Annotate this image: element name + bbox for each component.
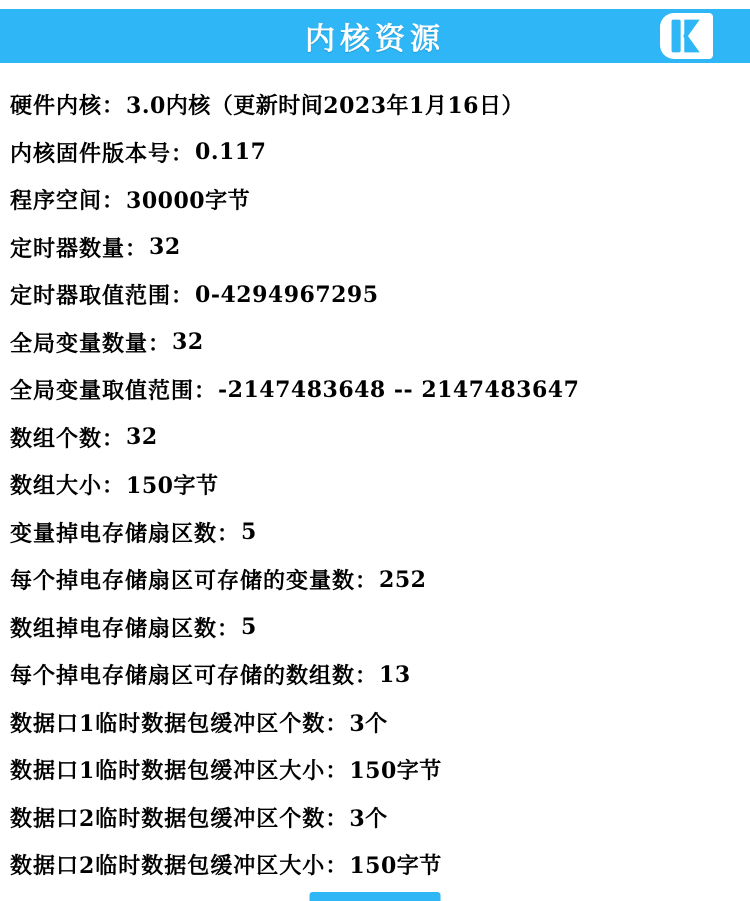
row-value: 150字节 xyxy=(349,758,442,785)
row-value: 150字节 xyxy=(126,473,219,500)
kernel-resource-list xyxy=(10,81,744,889)
row-label: 内核固件版本号 xyxy=(10,140,172,167)
row-colon: ： xyxy=(194,378,217,405)
row-array-count xyxy=(10,414,744,462)
row-colon: ： xyxy=(325,805,348,832)
row-colon: ： xyxy=(325,710,348,737)
page-title: 内核资源 xyxy=(305,22,445,57)
row-firmware-version xyxy=(10,129,744,177)
row-port2-buffer-count xyxy=(10,794,744,842)
row-label: 全局变量取值范围 xyxy=(10,378,195,405)
row-label: 程序空间 xyxy=(10,188,103,215)
row-colon: ： xyxy=(325,758,348,785)
row-hardware-kernel xyxy=(10,81,744,129)
row-value: 32 xyxy=(126,424,158,451)
row-colon: ： xyxy=(355,568,378,595)
row-program-space xyxy=(10,176,744,224)
row-value: 3.0内核（更新时间2023年1月16日） xyxy=(126,93,524,120)
row-label: 数组个数 xyxy=(10,425,103,452)
row-value: -2147483648 -- 2147483647 xyxy=(218,376,580,403)
row-label: 定时器取值范围 xyxy=(10,283,172,310)
row-label: 定时器数量 xyxy=(10,235,126,262)
row-value: 252 xyxy=(379,566,427,593)
row-value: 32 xyxy=(172,329,204,356)
row-var-powerdown-sectors xyxy=(10,509,744,557)
row-label: 数据口1临时数据包缓冲区个数 xyxy=(10,710,326,737)
row-label: 数据口2临时数据包缓冲区大小 xyxy=(10,853,326,880)
row-label: 数据口2临时数据包缓冲区个数 xyxy=(10,805,326,832)
row-label: 每个掉电存储扇区可存储的数组数 xyxy=(10,663,356,690)
row-colon: ： xyxy=(102,473,125,500)
row-colon: ： xyxy=(217,615,240,642)
row-timer-range xyxy=(10,271,744,319)
row-value: 3个 xyxy=(349,805,388,832)
row-global-var-range xyxy=(10,366,744,414)
row-label: 变量掉电存储扇区数 xyxy=(10,520,218,547)
row-value: 30000字节 xyxy=(126,188,251,215)
row-colon: ： xyxy=(102,188,125,215)
k-logo-icon xyxy=(660,13,713,59)
row-array-powerdown-sectors xyxy=(10,604,744,652)
row-timer-count xyxy=(10,224,744,272)
row-value: 0-4294967295 xyxy=(195,281,379,308)
row-port1-buffer-size xyxy=(10,746,744,794)
row-label: 每个掉电存储扇区可存储的变量数 xyxy=(10,568,356,595)
row-global-var-count xyxy=(10,319,744,367)
title-bar xyxy=(0,9,750,63)
row-value: 0.117 xyxy=(195,139,267,166)
row-value: 32 xyxy=(149,234,181,261)
row-label: 数据口1临时数据包缓冲区大小 xyxy=(10,758,326,785)
row-colon: ： xyxy=(148,330,171,357)
row-label: 数组掉电存储扇区数 xyxy=(10,615,218,642)
row-colon: ： xyxy=(171,140,194,167)
row-label: 数组大小 xyxy=(10,473,103,500)
row-label: 全局变量数量 xyxy=(10,330,149,357)
row-colon: ： xyxy=(125,235,148,262)
row-value: 150字节 xyxy=(349,853,442,880)
row-arrays-per-sector xyxy=(10,651,744,699)
row-port1-buffer-count xyxy=(10,699,744,747)
row-array-size xyxy=(10,461,744,509)
row-colon: ： xyxy=(355,663,378,690)
row-colon: ： xyxy=(171,283,194,310)
row-value: 5 xyxy=(241,614,257,641)
row-value: 5 xyxy=(241,519,257,546)
row-colon: ： xyxy=(102,425,125,452)
home-indicator-bar[interactable] xyxy=(310,892,441,901)
row-label: 硬件内核 xyxy=(10,93,103,120)
row-vars-per-sector xyxy=(10,556,744,604)
row-port2-buffer-size xyxy=(10,841,744,889)
row-colon: ： xyxy=(217,520,240,547)
row-colon: ： xyxy=(102,93,125,120)
row-value: 3个 xyxy=(349,710,388,737)
row-value: 13 xyxy=(379,661,411,688)
row-colon: ： xyxy=(325,853,348,880)
